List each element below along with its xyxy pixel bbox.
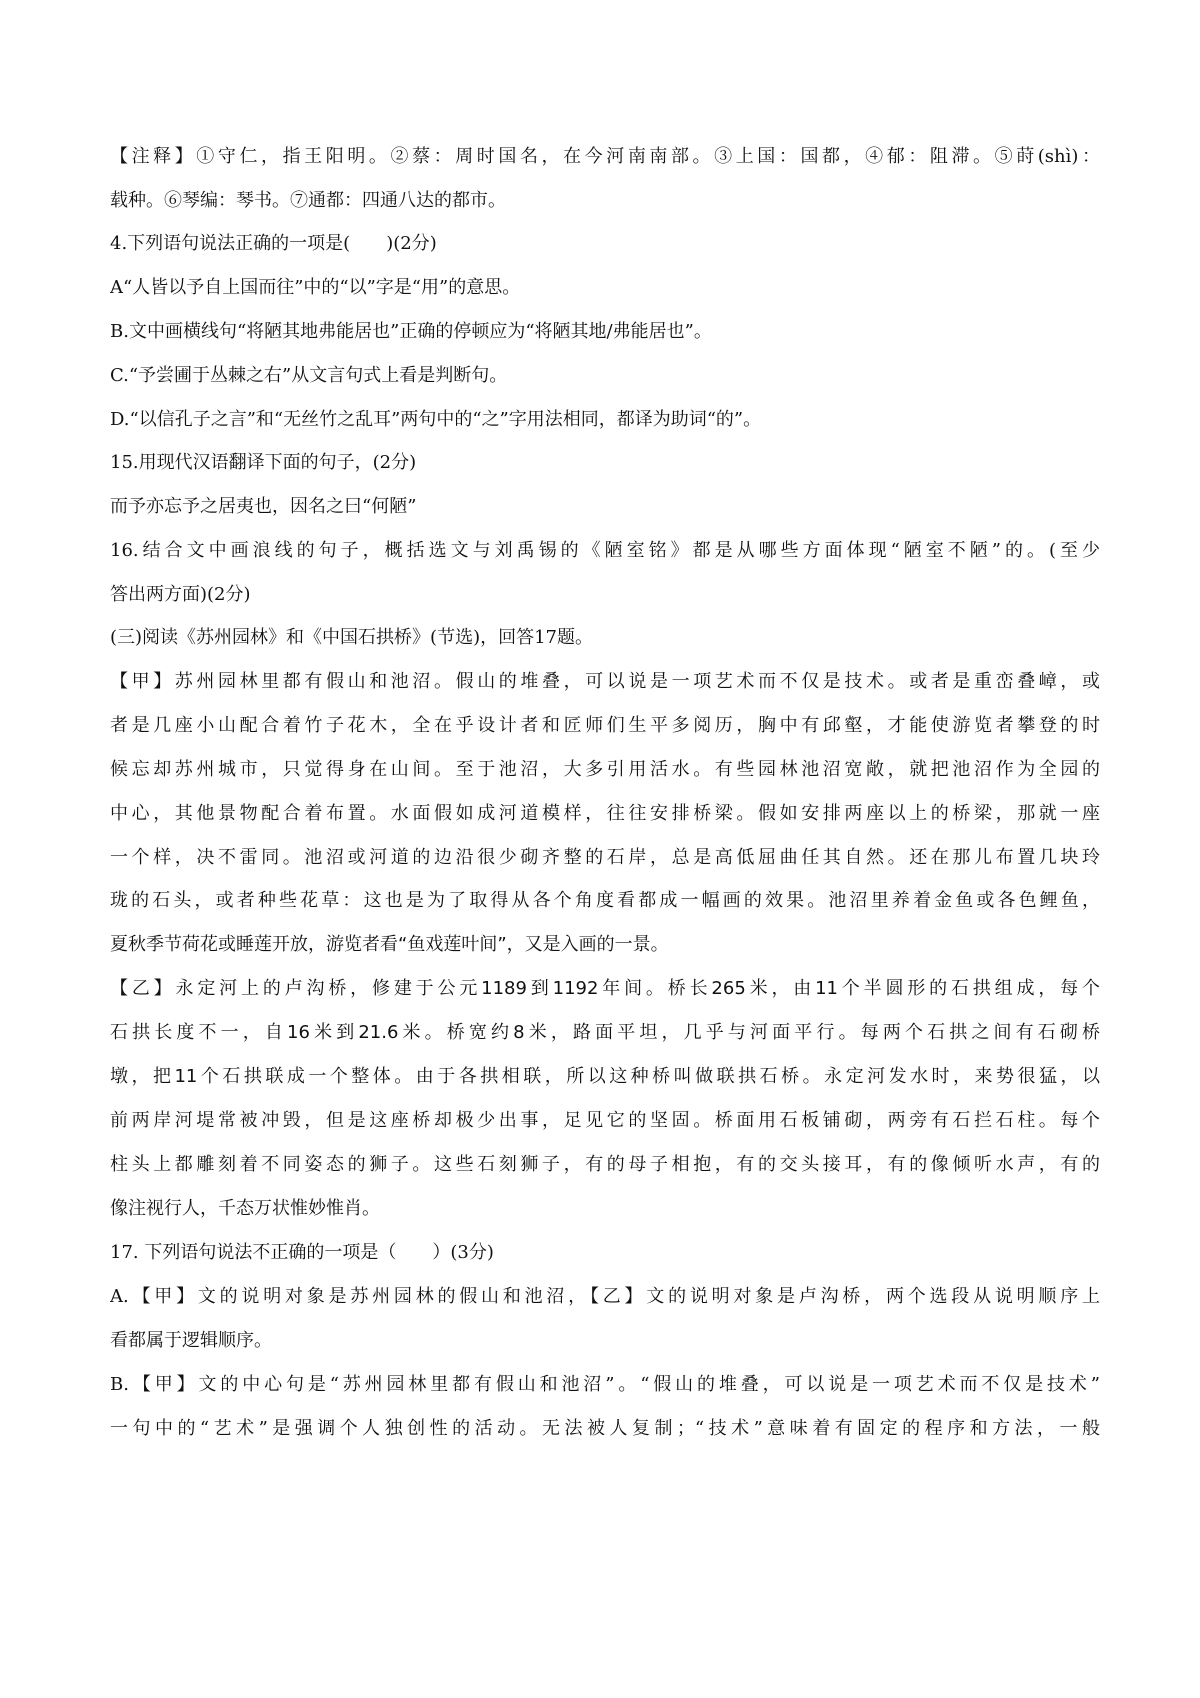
passage-jia-line-4: 中心，其他景物配合着布置。水面假如成河道模样，往往安排桥梁。假如安排两座以上的桥梁，那就一座 <box>110 803 1100 824</box>
q17-option-b-line-1: B.【甲】文的中心句是“苏州园林里都有假山和池沼”。“假山的堆叠，可以说是一项艺术而不仅是技术” <box>110 1374 1100 1395</box>
passage-yi-line-1: 【乙】永定河上的卢沟桥，修建于公元1189到1192年间。桥长265米，由11个半圆形的石拱组成，每个 <box>110 978 1100 999</box>
question-16-line-2: 答出两方面)(2分) <box>110 584 251 605</box>
q17-option-b-line-2: 一句中的“艺术”是强调个人独创性的活动。无法被人复制；“技术”意味着有固定的程序和方法，一般 <box>110 1418 1100 1439</box>
passage-yi-line-4: 前两岸河堤常被冲毁，但是这座桥却极少出事，足见它的坚固。桥面用石板铺砌，两旁有石拦石柱。每个 <box>110 1110 1100 1131</box>
passage-jia-line-6: 珑的石头，或者种些花草：这也是为了取得从各个角度看都成一幅画的效果。池沼里养着金鱼或各色鲤鱼， <box>110 890 1100 911</box>
passage-yi-line-2: 石拱长度不一，自16米到21.6米。桥宽约8米，路面平坦，几乎与河面平行。每两个石拱之间有石砌桥 <box>110 1022 1100 1043</box>
passage-yi-line-3: 墩，把11个石拱联成一个整体。由于各拱相联，所以这种桥叫做联拱石桥。永定河发水时，来势很猛，以 <box>110 1066 1100 1087</box>
question-16-line-1: 16.结合文中画浪线的句子，概括选文与刘禹锡的《陋室铭》都是从哪些方面体现“陋室不陋”的。(至少 <box>110 540 1100 561</box>
annotation-line-2: 载种。⑥琴编：琴书。⑦通都：四通八达的都市。 <box>110 190 506 211</box>
passage-jia-line-7: 夏秋季节荷花或睡莲开放，游览者看“鱼戏莲叶间”，又是入画的一景。 <box>110 934 669 955</box>
passage-jia-line-3: 候忘却苏州城市，只觉得身在山间。至于池沼，大多引用活水。有些园林池沼宽敞，就把池沼作为全园的 <box>110 759 1100 780</box>
passage-yi-line-6: 像注视行人，千态万状惟妙惟肖。 <box>110 1198 380 1219</box>
passage-jia-line-5: 一个样，决不雷同。池沼或河道的边沿很少砌齐整的石岸，总是高低屈曲任其自然。还在那儿布置几块玲 <box>110 847 1100 868</box>
question-15: 15.用现代汉语翻译下面的句子，(2分) <box>110 452 417 473</box>
passage-jia-line-1: 【甲】苏州园林里都有假山和池沼。假山的堆叠，可以说是一项艺术而不仅是技术。或者是重峦叠嶂，或 <box>110 671 1100 692</box>
question-15-sentence: 而予亦忘予之居夷也，因名之曰“何陋” <box>110 496 417 517</box>
section-3-heading: (三)阅读《苏州园林》和《中国石拱桥》(节选)，回答17题。 <box>110 627 593 648</box>
passage-yi-line-5: 柱头上都雕刻着不同姿态的狮子。这些石刻狮子，有的母子相抱，有的交头接耳，有的像倾听水声，有的 <box>110 1154 1100 1175</box>
question-4: 4.下列语句说法正确的一项是( )(2分) <box>110 233 437 254</box>
q17-option-a-line-1: A.【甲】文的说明对象是苏州园林的假山和池沼，【乙】文的说明对象是卢沟桥，两个选段从说明顺序上 <box>110 1286 1100 1307</box>
option-a: A“人皆以予自上国而往”中的“以”字是“用”的意思。 <box>110 277 521 298</box>
passage-jia-line-2: 者是几座小山配合着竹子花木，全在乎设计者和匠师们生平多阅历，胸中有邱壑，才能使游览者攀登的时 <box>110 715 1100 736</box>
option-d: D.“以信孔子之言”和“无丝竹之乱耳”两句中的“之”字用法相同，都译为助词“的”。 <box>110 409 762 430</box>
q17-option-a-line-2: 看都属于逻辑顺序。 <box>110 1330 272 1351</box>
option-c: C.“予尝圃于丛棘之右”从文言句式上看是判断句。 <box>110 365 508 386</box>
annotation-line-1: 【注释】①守仁，指王阳明。②蔡：周时国名，在今河南南部。③上国：国都，④郁：阻滞。⑤莳(shì)： <box>110 146 1100 167</box>
option-b: B.文中画横线句“将陋其地弗能居也”正确的停顿应为“将陋其地/弗能居也”。 <box>110 321 712 342</box>
question-17: 17. 下列语句说法不正确的一项是（ ）(3分) <box>110 1242 494 1263</box>
